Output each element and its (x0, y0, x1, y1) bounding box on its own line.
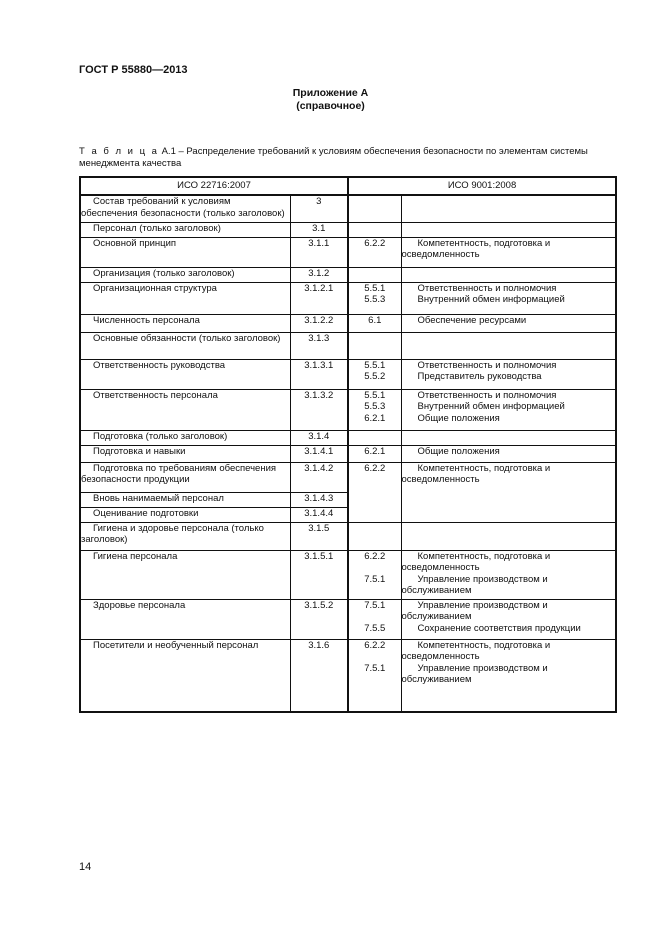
iso9001-topic: Ответственность и полномочия (417, 389, 557, 401)
iso9001-clause-cell (348, 550, 401, 599)
iso9001-topic-cell: Обеспечение ресурсами (401, 314, 616, 332)
iso9001-clause-cell (348, 389, 401, 430)
clause-cell: 3.1.5 (290, 522, 348, 550)
iso9001-topic: Общие положения (417, 412, 500, 424)
iso9001-clause-cell (348, 282, 401, 314)
iso9001-clause-cell (348, 267, 401, 282)
iso9001-topic: Компетентность, подготовка и осведомленность (401, 550, 551, 573)
caption-text: А.1 – Распределение требований к условиям обеспечения безопасности по элементам системы менеджмента качества (79, 146, 588, 169)
annex-heading (0, 87, 661, 113)
iso9001-topic: Управление производством и обслуживанием (401, 599, 548, 622)
clause-cell: 3.1.1 (290, 237, 348, 267)
iso9001-clause-cell (348, 359, 401, 389)
table-row (80, 282, 616, 314)
clause-cell: 3.1.3.1 (290, 359, 348, 389)
table-row (80, 222, 616, 237)
requirement-cell: Численность персонала (80, 314, 290, 332)
table-row (80, 639, 616, 712)
document-id: ГОСТ Р 55880—2013 (79, 64, 188, 76)
table-row (80, 195, 616, 222)
iso9001-clause: 7.5.1 (364, 662, 386, 674)
header-iso22716: ИСО 22716:2007 (80, 177, 348, 195)
requirement-cell: Подготовка (только заголовок) (80, 430, 290, 445)
iso9001-topic-cell (401, 359, 616, 389)
iso9001-clause-cell: 6.1 (348, 314, 401, 332)
iso9001-topic-cell (401, 522, 616, 550)
iso9001-clause-cell (348, 430, 401, 445)
annex-title: Приложение А (292, 87, 369, 99)
table-row (80, 389, 616, 430)
iso9001-clause: 5.5.3 (364, 294, 386, 305)
requirement-cell: Подготовка по требованиям обеспечения безопасности продукции (80, 462, 290, 492)
iso9001-clause-cell: 6.2.1 (348, 445, 401, 462)
clause-cell: 3.1.2.2 (290, 314, 348, 332)
table-row (80, 445, 616, 462)
iso9001-clause: 5.5.2 (364, 371, 386, 382)
iso9001-topic: Внутренний обмен информацией (417, 401, 565, 412)
table-row (80, 314, 616, 332)
iso9001-topic: Управление производством и обслуживанием (401, 573, 548, 596)
iso9001-clause-cell: 6.2.2 (348, 237, 401, 267)
iso9001-topic: Ответственность и полномочия (417, 282, 557, 294)
iso9001-clause-cell (348, 599, 401, 639)
table-row (80, 522, 616, 550)
clause-cell: 3.1.4 (290, 430, 348, 445)
iso9001-topic-cell (401, 222, 616, 237)
table-row (80, 599, 616, 639)
iso9001-topic-cell (401, 550, 616, 599)
iso9001-clause: 7.5.5 (364, 622, 386, 634)
requirement-cell: Состав требований к условиям обеспечения безопасности (только заголовок) (80, 195, 290, 222)
iso9001-topic-cell (401, 282, 616, 314)
iso9001-topic-cell: Компетентность, подготовка и осведомленность (401, 462, 616, 522)
table-row (80, 237, 616, 267)
table-row (80, 430, 616, 445)
iso9001-clause: 7.5.1 (364, 599, 386, 611)
iso9001-topic-cell (401, 639, 616, 712)
iso9001-topic-cell (401, 599, 616, 639)
clause-cell: 3.1.2.1 (290, 282, 348, 314)
requirement-cell: Здоровье персонала (80, 599, 290, 639)
clause-cell: 3.1.3 (290, 332, 348, 359)
requirement-cell: Гигиена и здоровье персонала (только заголовок) (80, 522, 290, 550)
iso9001-clause-cell (348, 522, 401, 550)
iso9001-clause: 6.2.2 (364, 550, 386, 562)
iso9001-clause-cell (348, 332, 401, 359)
requirement-cell: Основной принцип (80, 237, 290, 267)
iso9001-topic: Внутренний обмен информацией (417, 294, 565, 305)
table-row (80, 359, 616, 389)
iso9001-clause: 5.5.1 (364, 389, 386, 401)
iso9001-topic-cell (401, 267, 616, 282)
clause-cell: 3.1.6 (290, 639, 348, 712)
iso9001-clause: 7.5.1 (364, 573, 386, 585)
iso9001-topic-cell (401, 195, 616, 222)
clause-cell: 3.1.4.2 (290, 462, 348, 492)
caption-prefix: Т а б л и ц а (79, 146, 159, 157)
requirement-cell: Посетители и необученный персонал (80, 639, 290, 712)
requirement-cell: Вновь нанимаемый персонал (80, 492, 290, 507)
table-row (80, 550, 616, 599)
iso9001-clause-cell: 6.2.2 (348, 462, 401, 522)
iso9001-topic-cell: Компетентность, подготовка и осведомленность (401, 237, 616, 267)
iso9001-clause-cell (348, 639, 401, 712)
requirement-cell: Организация (только заголовок) (80, 267, 290, 282)
table-header-row (80, 177, 616, 195)
requirement-cell: Персонал (только заголовок) (80, 222, 290, 237)
clause-cell: 3.1.3.2 (290, 389, 348, 430)
iso9001-topic: Представитель руководства (417, 371, 542, 382)
requirement-cell: Гигиена персонала (80, 550, 290, 599)
clause-cell: 3.1.4.4 (290, 507, 348, 522)
mapping-table (79, 176, 617, 713)
clause-cell: 3.1 (290, 222, 348, 237)
iso9001-clause-cell (348, 195, 401, 222)
table-row (80, 332, 616, 359)
iso9001-clause: 5.5.3 (364, 401, 386, 412)
iso9001-topic-cell (401, 389, 616, 430)
page-number: 14 (79, 861, 92, 873)
iso9001-topic: Управление производством и обслуживанием (401, 662, 548, 685)
iso9001-topic-cell: Общие положения (401, 445, 616, 462)
table-caption (79, 146, 615, 169)
iso9001-topic: Компетентность, подготовка и осведомленность (401, 639, 551, 662)
iso9001-clause: 6.2.2 (364, 639, 386, 651)
annex-note: (справочное) (296, 100, 365, 112)
requirement-cell: Оценивание подготовки (80, 507, 290, 522)
requirement-cell: Ответственность персонала (80, 389, 290, 430)
header-iso9001: ИСО 9001:2008 (348, 177, 616, 195)
table-row (80, 462, 616, 492)
clause-cell: 3.1.4.3 (290, 492, 348, 507)
clause-cell: 3.1.2 (290, 267, 348, 282)
iso9001-clause-cell (348, 222, 401, 237)
iso9001-topic: Сохранение соответствия продукции (417, 622, 581, 634)
clause-cell: 3.1.5.1 (290, 550, 348, 599)
requirement-cell: Подготовка и навыки (80, 445, 290, 462)
table-row (80, 267, 616, 282)
clause-cell: 3 (290, 195, 348, 222)
clause-cell: 3.1.5.2 (290, 599, 348, 639)
requirement-cell: Основные обязанности (только заголовок) (80, 332, 290, 359)
clause-cell: 3.1.4.1 (290, 445, 348, 462)
iso9001-topic: Ответственность и полномочия (417, 359, 557, 371)
iso9001-clause: 5.5.1 (364, 282, 386, 294)
iso9001-clause: 6.2.1 (364, 412, 386, 424)
iso9001-clause: 5.5.1 (364, 359, 386, 371)
requirement-cell: Организационная структура (80, 282, 290, 314)
iso9001-topic-cell (401, 430, 616, 445)
iso9001-topic-cell (401, 332, 616, 359)
requirement-cell: Ответственность руководства (80, 359, 290, 389)
